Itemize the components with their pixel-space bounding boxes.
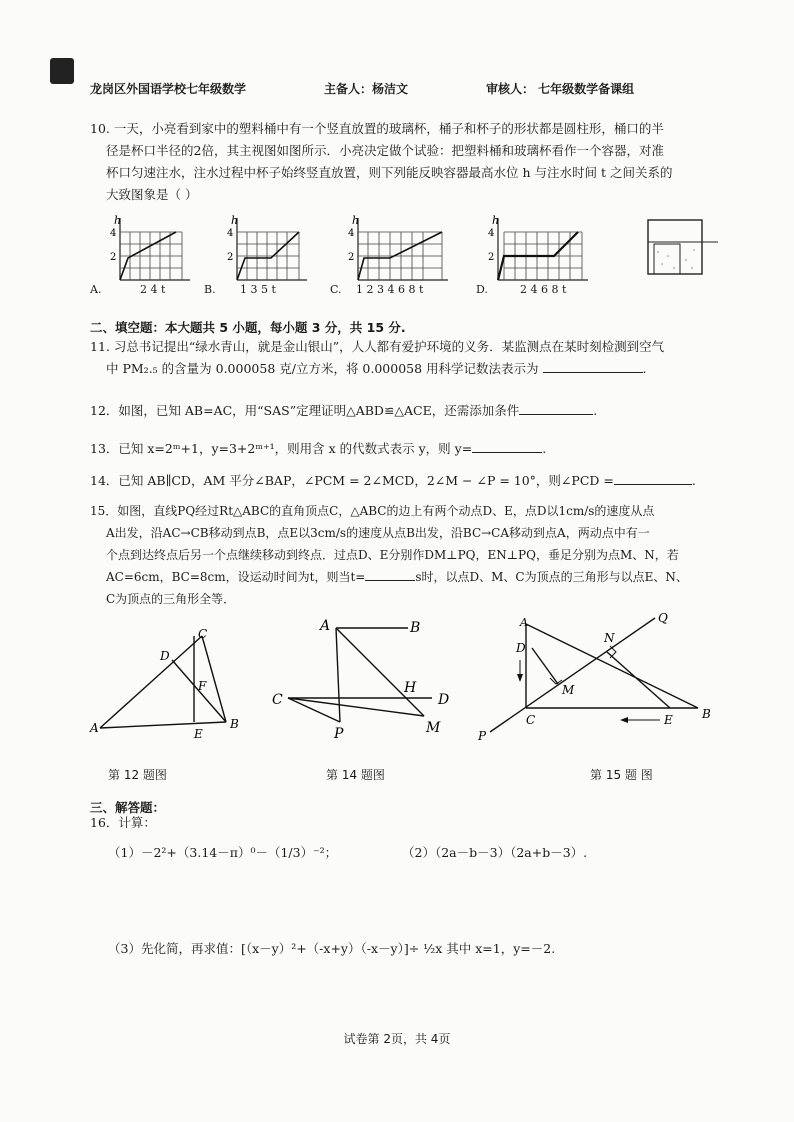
q14-answer-blank[interactable] xyxy=(614,472,692,485)
fig12-diagram xyxy=(89,627,239,741)
q10-line1: 10. 一天，小亮看到家中的塑料桶中有一个竖直放置的玻璃杯，桶子和杯子的形状都是圆柱形，桶口的半 xyxy=(90,121,664,136)
figures-row xyxy=(80,612,720,752)
q12-text: 12．如图，已知 AB=AC，用“SAS”定理证明△ABD≌△ACE，还需添加条件 xyxy=(90,403,520,418)
fig14-caption: 第 14 题图 xyxy=(326,768,385,782)
q11-line1: 11. 习总书记提出“绿水青山，就是金山银山”，人人都有爱护环境的义务．某监测点在某时刻检测到空气 xyxy=(90,339,665,354)
question-15 xyxy=(90,500,710,610)
option-a-ticks: 2 4 t xyxy=(140,283,166,296)
fig12-label-e: E xyxy=(194,727,203,741)
fig14-label-m: M xyxy=(426,720,441,736)
q15-line4b: s时，以点D、M、C为顶点的三角形与以点E、N、 xyxy=(415,570,688,584)
q12-answer-blank[interactable] xyxy=(519,402,593,415)
fig15-label-p: P xyxy=(478,729,487,743)
fig15-label-q: Q xyxy=(658,612,668,625)
fig12-label-d: D xyxy=(160,649,170,663)
question-10 xyxy=(90,118,710,206)
option-a-label: A. xyxy=(90,283,102,296)
question-13: 13．已知 x=2ᵐ+1，y=3+2ᵐ⁺¹，则用含 x 的代数式表示 y，则 y= . xyxy=(90,441,547,456)
q15-line3: 个点到达终点后另一个点继续移动到终点．过点D、E分别作DM⊥PQ，EN⊥PQ，垂足分别为点M、N，若 xyxy=(106,548,679,562)
fig12-label-c: C xyxy=(198,627,208,641)
option-b-ticks: 1 3 5 t xyxy=(240,283,276,296)
fig15-label-c: C xyxy=(526,713,536,727)
option-d-ticks: 2 4 6 8 t xyxy=(520,283,567,296)
q15-line4a: AC=6cm，BC=8cm，设运动时间为t，则当t= xyxy=(106,570,366,584)
fig14-label-c: C xyxy=(272,692,283,708)
fig12-label-f: F xyxy=(198,679,207,693)
q15-line5: C为顶点的三角形全等． xyxy=(106,592,236,606)
q15-answer-blank[interactable] xyxy=(365,568,415,581)
fig15-diagram xyxy=(477,612,711,743)
fig14-label-p: P xyxy=(334,726,344,742)
header-school: 龙岗区外国语学校七年级数学 xyxy=(90,82,247,96)
q15-line2: A出发，沿AC→CB移动到点B，点E以3cm/s的速度从点B出发，沿BC→CA移动到点A，两动点中有一 xyxy=(106,526,650,540)
fig12-label-b: B xyxy=(230,717,239,731)
graph-c-y2: 2 xyxy=(348,252,355,263)
q15-line1: 15．如图，直线PQ经过Rt△ABC的直角顶点C，△ABC的边上有两个动点D、E，点D以1cm/s的速度从点 xyxy=(90,504,655,518)
fig14-label-d: D xyxy=(438,692,450,708)
q11-answer-blank[interactable] xyxy=(543,360,643,373)
graph-a xyxy=(110,214,190,280)
fig14-label-h: H xyxy=(404,680,417,696)
q16-part2: （2）（2a－b－3）（2a+b－3）. xyxy=(402,845,588,860)
graph-a-y2: 2 xyxy=(110,252,117,263)
q10-line2: 径是杯口半径的2倍，其主视图如图所示．小亮决定做个试验：把塑料桶和玻璃杯看作一个容器，对准 xyxy=(106,143,664,158)
fig15-caption: 第 15 题 图 xyxy=(590,768,653,782)
question-14: 14．已知 AB∥CD，AM 平分∠BAP，∠PCM = 2∠MCD，2∠M − ∠P = 10°，则∠PCD = . xyxy=(90,473,696,488)
q13-answer-blank[interactable] xyxy=(472,440,542,453)
q16-title: 16．计算： xyxy=(90,815,156,830)
fig15-label-b: B xyxy=(702,707,711,721)
graph-a-y4: 4 xyxy=(110,228,117,239)
q16-part1: （1）－2²+（3.14－π）⁰－（1/3）⁻²； xyxy=(108,845,338,860)
graph-c-axis-h: h xyxy=(352,214,360,227)
fig15-label-d: D xyxy=(516,641,526,655)
graph-d-axis-h: h xyxy=(492,214,500,227)
option-d-label: D. xyxy=(476,283,488,296)
option-c-label: C. xyxy=(330,283,342,296)
graph-c xyxy=(348,214,448,280)
section-3-title: 三、解答题： xyxy=(90,800,166,815)
graph-b-axis-h: h xyxy=(231,214,239,227)
fig12-label-a: A xyxy=(90,721,99,735)
graph-d xyxy=(488,214,588,280)
q13-text: 13．已知 x=2ᵐ+1，y=3+2ᵐ⁺¹，则用含 x 的代数式表示 y，则 y= xyxy=(90,441,473,456)
option-b-label: B. xyxy=(204,283,216,296)
fig14-diagram xyxy=(272,618,449,742)
page-footer: 试卷第 2页，共 4页 xyxy=(343,1032,451,1046)
graph-b-y2: 2 xyxy=(227,252,234,263)
graph-b xyxy=(227,214,307,280)
q10-line4: 大致图象是（ ） xyxy=(106,187,198,202)
graph-c-y4: 4 xyxy=(348,228,355,239)
school-logo xyxy=(50,58,74,84)
q16-part3: （3）先化简，再求值：[（x－y）²+（-x+y）（-x－y）]÷ ½x 其中 x=1，y=－2. xyxy=(108,941,556,956)
question-11: 11. 习总书记提出“绿水青山，就是金山银山”，人人都有爱护环境的义务．某监测点在某时刻检测到空气 中 PM₂.₅ 的含量为 0.000058 克/立方米，将 0.000058 用科学记数法表示为 . xyxy=(90,336,710,380)
q11-line2: 中 PM₂.₅ 的含量为 0.000058 克/立方米，将 0.000058 用科学记数法表示为 xyxy=(106,361,539,376)
fig15-label-a: A xyxy=(520,616,528,629)
graph-b-y4: 4 xyxy=(227,228,234,239)
graph-d-y4: 4 xyxy=(488,228,495,239)
fig14-label-b: B xyxy=(410,620,421,636)
fig14-label-a: A xyxy=(320,618,331,634)
q10-line3: 杯口匀速注水，注水过程中杯子始终竖直放置，则下列能反映容器最高水位 h 与注水时间 t 之间关系的 xyxy=(106,165,673,180)
fig12-caption: 第 12 题图 xyxy=(108,768,167,782)
question-12: 12．如图，已知 AB=AC，用“SAS”定理证明△ABD≌△ACE，还需添加条件 . xyxy=(90,403,598,418)
container-front-view xyxy=(648,220,718,274)
graph-a-axis-h: h xyxy=(114,214,122,227)
header-author: 主备人：杨洁文 xyxy=(324,82,409,96)
option-c-ticks: 1 2 3 4 6 8 t xyxy=(356,283,424,296)
header-reviewer: 审核人： 七年级数学备课组 xyxy=(486,82,635,96)
graph-d-y2: 2 xyxy=(488,252,495,263)
fig15-label-n: N xyxy=(604,631,615,645)
fig15-label-e: E xyxy=(664,713,673,727)
section-2-title: 二、填空题：本大题共 5 小题，每小题 3 分，共 15 分. xyxy=(90,320,406,335)
q14-text: 14．已知 AB∥CD，AM 平分∠BAP，∠PCM = 2∠MCD，2∠M − ∠P = 10°，则∠PCD = xyxy=(90,473,614,488)
fig15-label-m: M xyxy=(562,683,575,697)
